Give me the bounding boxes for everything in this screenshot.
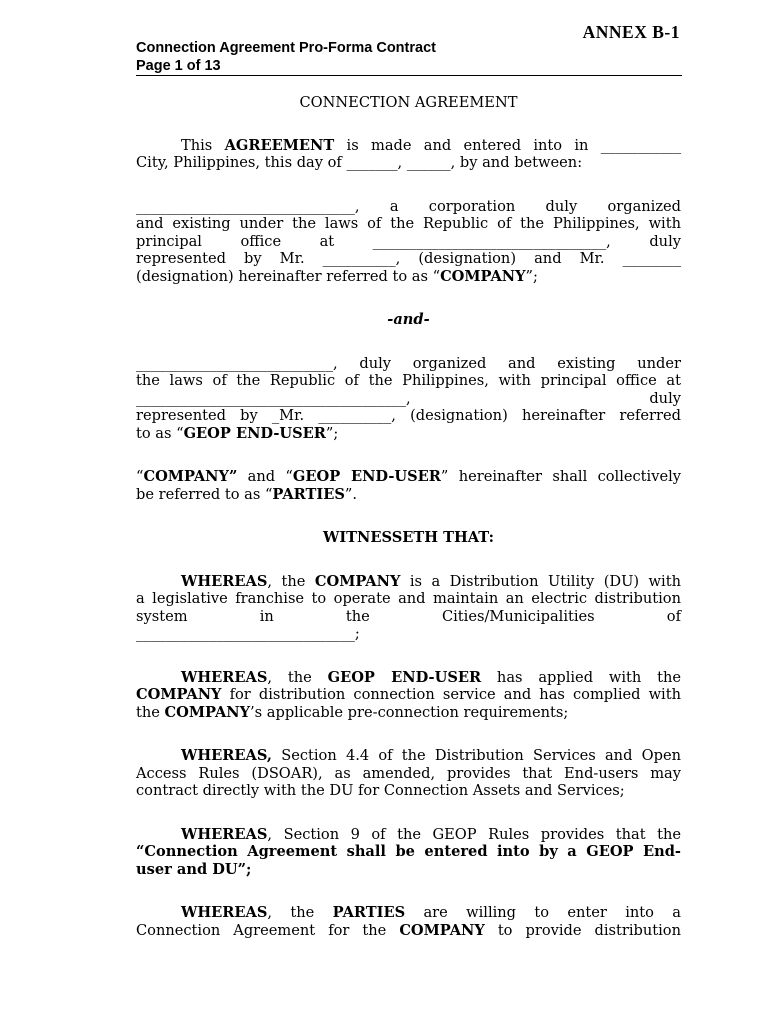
header-rule: [136, 75, 682, 76]
annex-label: ANNEX B-1: [582, 22, 680, 42]
header-page-indicator: Page 1 of 13: [136, 58, 221, 74]
company-party-paragraph: ______________________________, a corporation duly organized and existing under the laws of the Republic of the Philippines, with principal office at ________________________________, duly represented by Mr. __________, (designation) and Mr. ________ (designation) hereinafter referred to as “COMPANY”;: [136, 197, 681, 285]
witnesseth-heading: WITNESSETH THAT:: [322, 529, 495, 546]
header-doc-title: Connection Agreement Pro-Forma Contract: [136, 40, 436, 56]
document-body: [136, 94, 681, 939]
whereas-paragraph-4: WHEREAS, Section 9 of the GEOP Rules provides that the “Connection Agreement shall be entered into by a GEOP End- user and DU”;: [136, 825, 681, 878]
whereas-paragraph-5: WHEREAS, the PARTIES are willing to enter into a Connection Agreement for the COMPANY to provide distribution: [136, 904, 681, 939]
whereas-paragraph-1: WHEREAS, the COMPANY is a Distribution Utility (DU) with a legislative franchise to operate and maintain an electric distribution system in the Cities/Municipalities of ______________________________;: [136, 572, 681, 642]
intro-paragraph: This AGREEMENT is made and entered into in ___________ City, Philippines, this day of _______, ______, by and between:: [136, 136, 681, 171]
enduser-party-paragraph: ___________________________, duly organized and existing under the laws of the Republic of the Philippines, with principal office at _____________________________________, duly represented by _Mr. __________, (designation) hereinafter referred to as “GEOP END-USER”;: [136, 354, 681, 442]
agreement-title: CONNECTION AGREEMENT: [299, 94, 518, 111]
parties-paragraph: “COMPANY” and “GEOP END-USER” hereinafter shall collectively be referred to as “PARTIES”.: [136, 468, 682, 503]
whereas-paragraph-3: WHEREAS, Section 4.4 of the Distribution Services and Open Access Rules (DSOAR), as amended, provides that End-users may contract directly with the DU for Connection Assets and Services;: [136, 747, 681, 799]
whereas-paragraph-2: WHEREAS, the GEOP END-USER has applied with the COMPANY for distribution connection service and has complied with the COMPANY’s applicable pre-connection requirements;: [136, 668, 681, 721]
and-separator: -and-: [387, 311, 430, 328]
